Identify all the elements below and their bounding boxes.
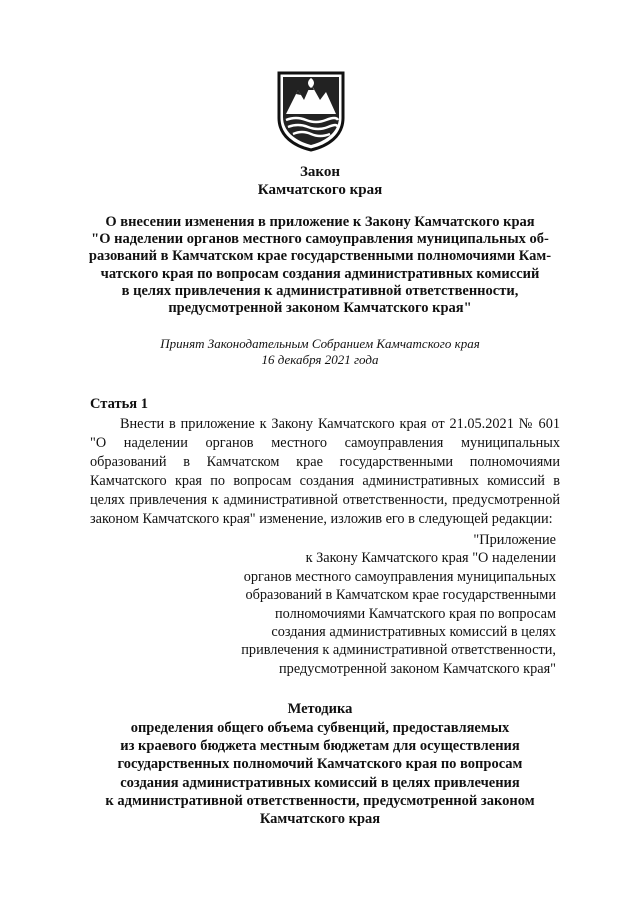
appendix-line: "Приложение [473,532,556,548]
appendix-line: создания административных комиссий в целях [271,624,556,641]
methodology-line: Камчатского края [259,811,381,828]
appendix-note [196,531,556,678]
methodology-line: создания административных комиссий в целях привлечения [120,774,520,791]
heading-line: О внесении изменения в приложение к Закону Камчатского края [105,214,535,230]
adoption-line: Принят Законодательным Собранием Камчатского края [160,336,480,351]
heading-line: предусмотренной законом Камчатского края" [168,300,472,317]
adoption-date: 16 декабря 2021 года [261,352,379,367]
appendix-line: предусмотренной законом Камчатского края" [279,660,556,677]
article-body: Внести в приложение к Закону Камчатского края от 21.05.2021 № 601 "О наделении органов местного самоуправления муниципальных образований в Камчатском крае государственными полномочиями Камчатского края по вопросам создания административных комиссий в целях привлечения к административной ответственности, предусмотренной законом Камчатского края" изменение, изложив его в следующей редакции: [90,416,560,527]
heading-line: разований в Камчатском крае государственными полномочиями Кам- [88,248,552,265]
appendix-line: полномочиями Камчатского края по вопросам [274,605,556,622]
article-title: Статья 1 [90,396,148,412]
appendix-line: органов местного самоуправления муниципальных [243,568,556,585]
coat-of-arms-icon [276,70,346,152]
methodology-line: к административной ответственности, предусмотренной законом [105,792,535,809]
methodology-line: государственных полномочий Камчатского края по вопросам [117,756,523,773]
heading-line: чатского края по вопросам создания административных комиссий [100,265,540,282]
methodology-line: из краевого бюджета местным бюджетам для осуществления [120,738,520,755]
adoption-note [70,336,570,368]
appendix-line: к Закону Камчатского края "О наделении [305,550,556,567]
law-region: Камчатского края [257,182,383,198]
appendix-line: привлечения к административной ответственности, [241,642,556,659]
methodology-title: Методика [287,701,353,717]
methodology-subtitle [70,719,570,828]
law-heading [70,214,570,317]
methodology-line: определения общего объема субвенций, предоставляемых [130,720,510,736]
law-title: Закон [299,164,340,180]
heading-line: "О наделении органов местного самоуправления муниципальных об- [91,231,549,248]
heading-line: в целях привлечения к административной ответственности, [121,282,519,299]
appendix-line: образований в Камчатском крае государственными [245,587,556,604]
